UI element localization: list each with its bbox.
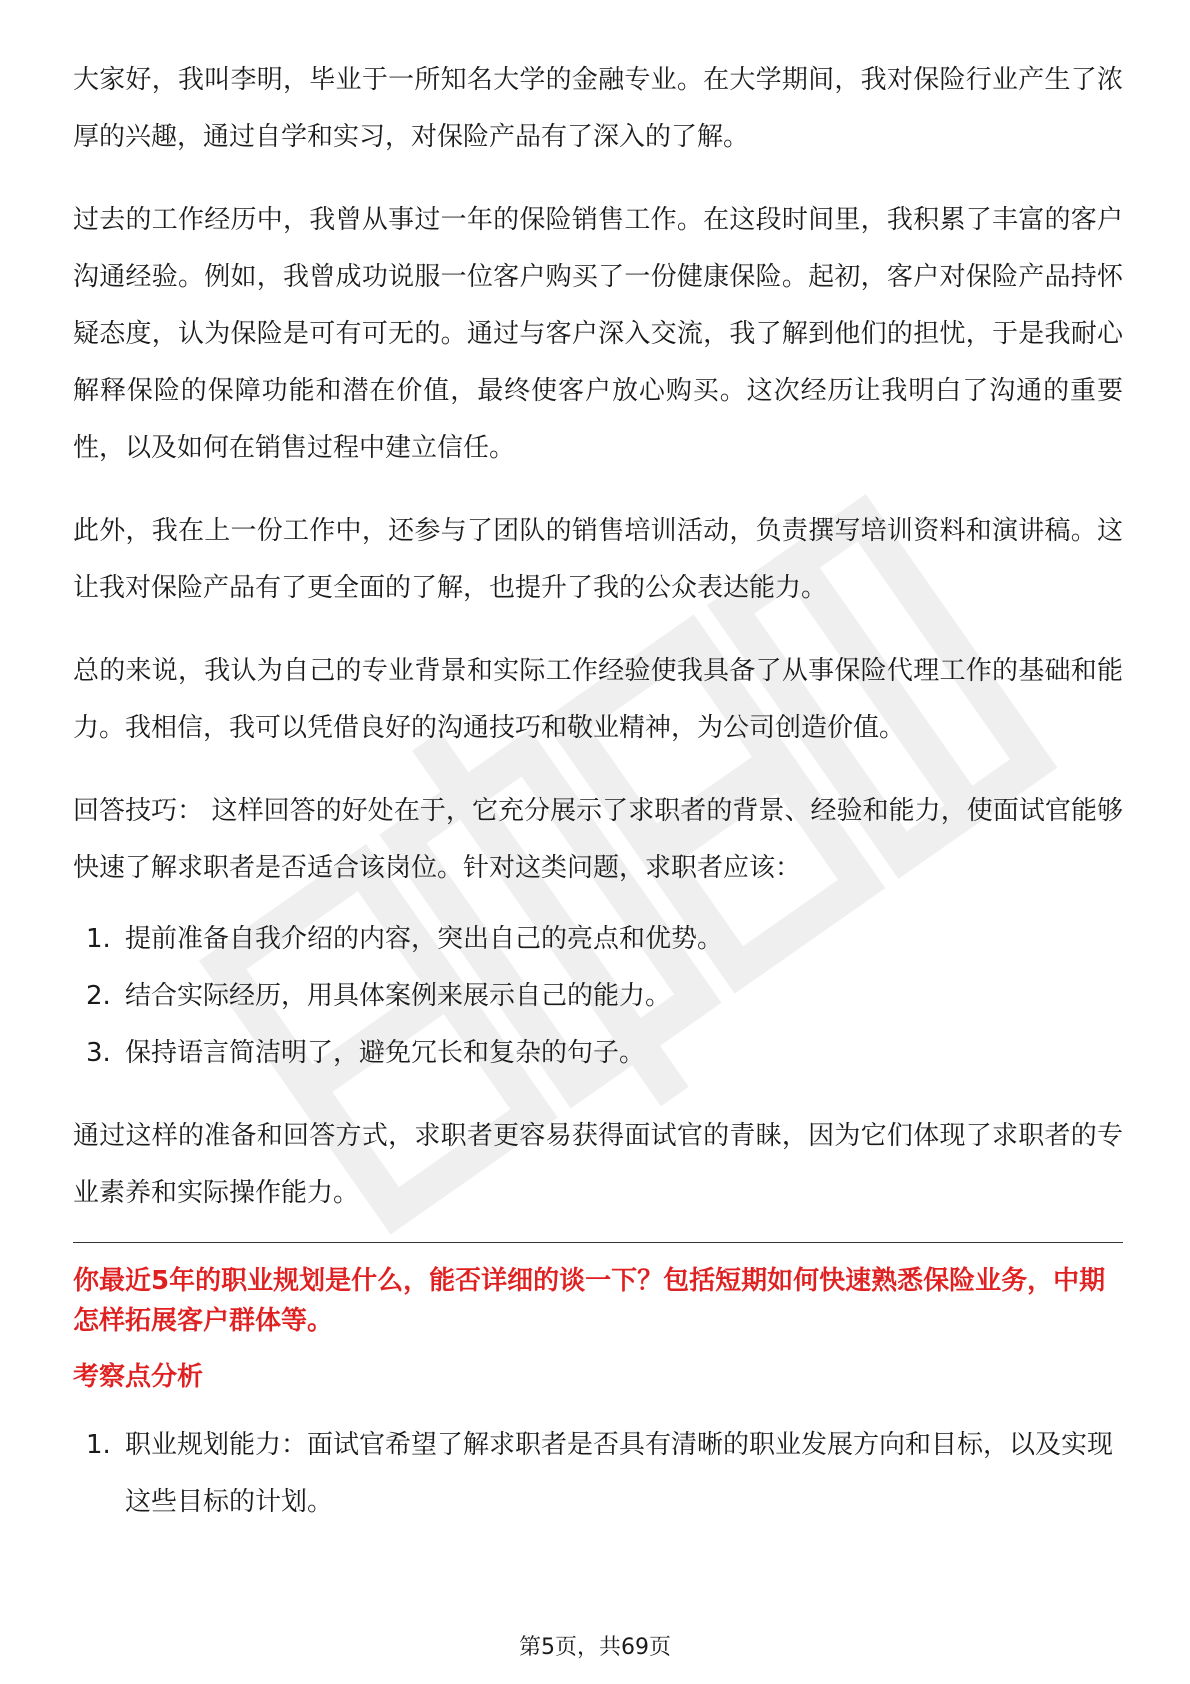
analysis-list	[73, 1417, 1123, 1531]
closing-paragraph: 通过这样的准备和回答方式，求职者更容易获得面试官的青睐，因为它们体现了求职者的专业素养和实际操作能力。	[73, 1121, 1123, 1208]
training-paragraph: 此外，我在上一份工作中，还参与了团队的销售培训活动，负责撰写培训资料和演讲稿。这让我对保险产品有了更全面的了解，也提升了我的公众表达能力。	[73, 516, 1123, 603]
page-number-footer: 第5页，共69页	[519, 1635, 671, 1660]
analysis-heading: 考察点分析	[73, 1362, 204, 1392]
answer-tips-paragraph: 回答技巧： 这样回答的好处在于，它充分展示了求职者的背景、经验和能力，使面试官能够快速了解求职者是否适合该岗位。针对这类问题，求职者应该：	[73, 796, 1123, 883]
tips-list	[73, 911, 1123, 1082]
list-item: 1. 职业规划能力：面试官希望了解求职者是否具有清晰的职业发展方向和目标，以及实现这些目标的计划。	[86, 1430, 1114, 1517]
summary-paragraph: 总的来说，我认为自己的专业背景和实际工作经验使我具备了从事保险代理工作的基础和能力。我相信，我可以凭借良好的沟通技巧和敬业精神，为公司创造价值。	[73, 656, 1123, 743]
list-item: 2. 结合实际经历，用具体案例来展示自己的能力。	[86, 981, 672, 1011]
intro-paragraph: 大家好，我叫李明，毕业于一所知名大学的金融专业。在大学期间，我对保险行业产生了浓厚的兴趣，通过自学和实习，对保险产品有了深入的了解。	[73, 65, 1123, 152]
list-item: 3. 保持语言简洁明了，避免冗长和复杂的句子。	[86, 1038, 646, 1068]
experience-paragraph: 过去的工作经历中，我曾从事过一年的保险销售工作。在这段时间里，我积累了丰富的客户沟通经验。例如，我曾成功说服一位客户购买了一份健康保险。起初，客户对保险产品持怀疑态度，认为保险是可有可无的。通过与客户深入交流，我了解到他们的担忧，于是我耐心解释保险的保障功能和潜在价值，最终使客户放心购买。这次经历让我明白了沟通的重要性，以及如何在销售过程中建立信任。	[73, 205, 1123, 463]
interview-question: 你最近5年的职业规划是什么，能否详细的谈一下？包括短期如何快速熟悉保险业务，中期怎样拓展客户群体等。	[73, 1266, 1106, 1336]
list-item: 1. 提前准备自我介绍的内容，突出自己的亮点和优势。	[86, 924, 724, 954]
section-divider	[73, 1242, 1123, 1243]
document-page	[73, 52, 1123, 1557]
